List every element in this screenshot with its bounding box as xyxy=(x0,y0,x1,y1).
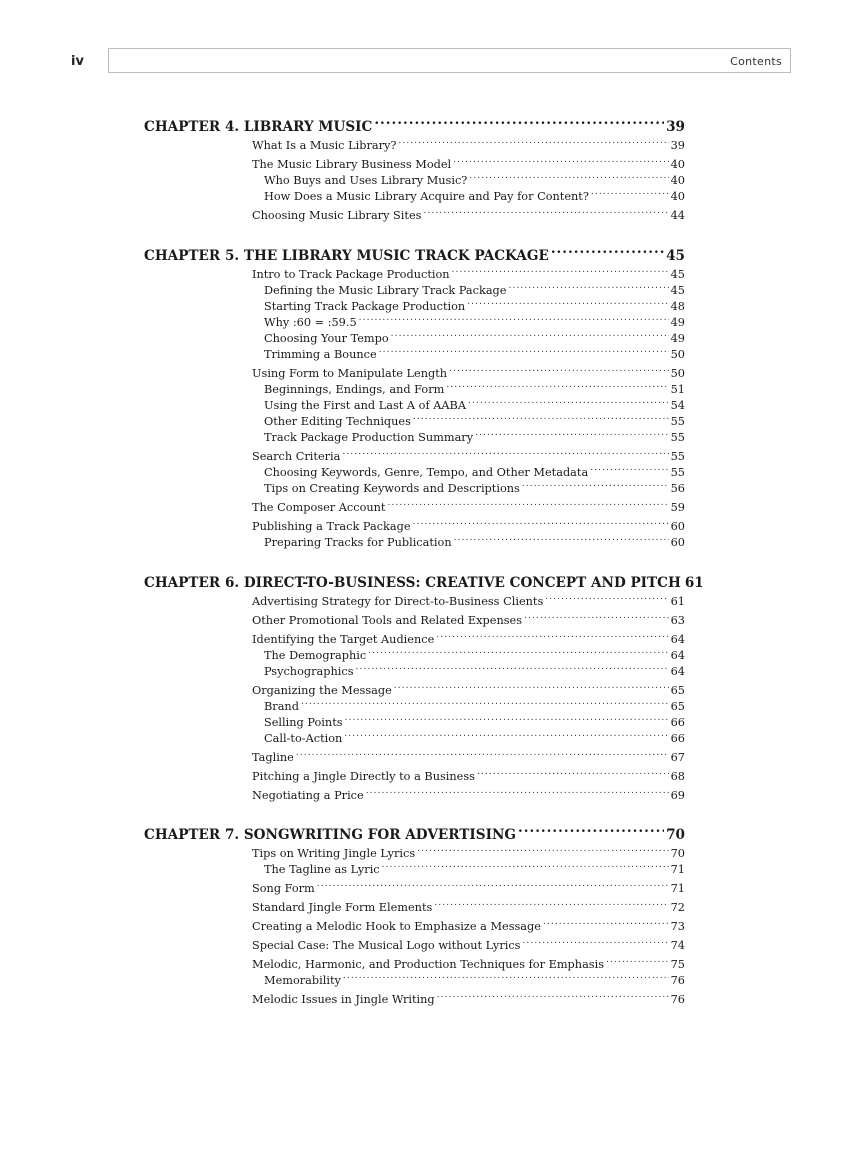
leader-dots xyxy=(374,117,664,131)
page-number: iv xyxy=(71,54,84,69)
toc-entry[interactable] xyxy=(252,900,685,916)
chapter-title: CHAPTER 4. LIBRARY MUSIC xyxy=(144,119,373,135)
leader-dots xyxy=(394,683,669,694)
entry-title: Standard Jingle Form Elements xyxy=(252,901,433,915)
chapter-title: CHAPTER 6. DIRECT-TO-BUSINESS: CREATIVE CONCEPT AND PITCH xyxy=(144,575,681,591)
leader-dots xyxy=(345,715,669,726)
entry-page-number: 50 xyxy=(670,348,685,362)
entry-page-number: 55 xyxy=(670,450,685,464)
entry-title: Using the First and Last A of AABA xyxy=(264,399,466,413)
running-header xyxy=(108,48,791,73)
leader-dots xyxy=(434,900,668,911)
leader-dots xyxy=(454,535,669,546)
entry-title: The Tagline as Lyric xyxy=(264,863,380,877)
chapter-title: CHAPTER 7. SONGWRITING FOR ADVERTISING xyxy=(144,827,516,843)
chapter-heading[interactable] xyxy=(144,824,685,846)
entry-page-number: 55 xyxy=(670,431,685,445)
leader-dots xyxy=(387,500,668,511)
entry-page-number: 64 xyxy=(670,665,685,679)
toc-entry[interactable] xyxy=(252,881,685,897)
leader-dots xyxy=(475,430,669,441)
entry-page-number: 50 xyxy=(670,367,685,381)
leader-dots xyxy=(591,189,669,200)
leader-dots xyxy=(518,825,664,839)
leader-dots xyxy=(366,788,669,799)
entry-title: Negotiating a Price xyxy=(252,789,364,803)
entry-title: Other Promotional Tools and Related Expenses xyxy=(252,614,523,628)
leader-dots xyxy=(359,315,669,326)
toc-entry[interactable] xyxy=(252,138,685,154)
entry-page-number: 65 xyxy=(670,684,685,698)
entry-title: The Composer Account xyxy=(252,501,386,515)
entry-title: Publishing a Track Package xyxy=(252,520,411,534)
leader-dots xyxy=(423,208,668,219)
entry-page-number: 73 xyxy=(670,920,685,934)
toc-chapter xyxy=(144,116,685,224)
entry-title: Tips on Creating Keywords and Descriptions xyxy=(264,482,520,496)
leader-dots xyxy=(437,992,669,1003)
entry-page-number: 65 xyxy=(670,700,685,714)
entry-title: Creating a Melodic Hook to Emphasize a Message xyxy=(252,920,541,934)
toc-entry[interactable] xyxy=(252,919,685,935)
entry-page-number: 59 xyxy=(670,501,685,515)
entry-title: How Does a Music Library Acquire and Pay for Content? xyxy=(264,190,589,204)
entry-title: Choosing Keywords, Genre, Tempo, and Other Metadata xyxy=(264,466,589,480)
toc-entry[interactable] xyxy=(252,683,685,699)
entry-title: Preparing Tracks for Publication xyxy=(264,536,452,550)
toc-subentry[interactable] xyxy=(264,331,685,347)
leader-dots xyxy=(296,750,669,761)
leader-dots xyxy=(301,699,669,710)
entry-title: What Is a Music Library? xyxy=(252,139,397,153)
entry-title: Track Package Production Summary xyxy=(264,431,474,445)
entry-page-number: 63 xyxy=(670,614,685,628)
entry-title: Identifying the Target Audience xyxy=(252,633,435,647)
toc-subentry[interactable] xyxy=(264,299,685,315)
toc-entry[interactable] xyxy=(252,519,685,535)
entry-title: Selling Points xyxy=(264,716,343,730)
chapter-title: CHAPTER 5. THE LIBRARY MUSIC TRACK PACKAGE xyxy=(144,248,549,264)
entry-page-number: 68 xyxy=(670,770,685,784)
leader-dots xyxy=(436,632,668,643)
entry-page-number: 67 xyxy=(670,751,685,765)
entry-title: The Demographic xyxy=(264,649,367,663)
chapter-heading[interactable] xyxy=(144,245,685,267)
entry-page-number: 76 xyxy=(670,993,685,1007)
toc-subentry[interactable] xyxy=(264,173,685,189)
entry-title: The Music Library Business Model xyxy=(252,158,452,172)
chapter-heading[interactable] xyxy=(144,572,704,594)
entry-title: Pitching a Jingle Directly to a Business xyxy=(252,770,475,784)
leader-dots xyxy=(317,881,669,892)
entry-title: Tagline xyxy=(252,751,294,765)
entry-page-number: 44 xyxy=(670,209,685,223)
entry-page-number: 71 xyxy=(670,863,685,877)
entry-page-number: 55 xyxy=(670,415,685,429)
leader-dots xyxy=(467,299,668,310)
chapter-page-number: 70 xyxy=(666,827,685,843)
toc-entry[interactable] xyxy=(252,846,685,862)
toc-subentry[interactable] xyxy=(264,315,685,331)
entry-page-number: 61 xyxy=(670,595,685,609)
leader-dots xyxy=(368,648,668,659)
entry-page-number: 66 xyxy=(670,716,685,730)
toc-entry[interactable] xyxy=(252,613,685,629)
entry-page-number: 69 xyxy=(670,789,685,803)
toc-entry[interactable] xyxy=(252,957,685,973)
toc-subentry[interactable] xyxy=(264,862,685,878)
entry-title: Organizing the Message xyxy=(252,684,392,698)
leader-dots xyxy=(522,938,668,949)
entry-title: Special Case: The Musical Logo without Lyrics xyxy=(252,939,521,953)
toc-chapter xyxy=(144,245,685,551)
leader-dots xyxy=(551,246,664,260)
entry-page-number: 45 xyxy=(670,284,685,298)
leader-dots xyxy=(508,283,668,294)
entry-title: Tips on Writing Jingle Lyrics xyxy=(252,847,416,861)
entry-page-number: 40 xyxy=(670,190,685,204)
toc-entry[interactable] xyxy=(252,992,685,1008)
entry-title: Who Buys and Uses Library Music? xyxy=(264,174,468,188)
leader-dots xyxy=(417,846,668,857)
entry-title: Psychographics xyxy=(264,665,354,679)
leader-dots xyxy=(343,973,669,984)
toc-chapter xyxy=(144,824,685,1008)
entry-title: Brand xyxy=(264,700,299,714)
entry-title: Choosing Your Tempo xyxy=(264,332,389,346)
toc-subentry[interactable] xyxy=(264,648,685,664)
leader-dots xyxy=(453,157,668,168)
leader-dots xyxy=(398,138,668,149)
entry-page-number: 74 xyxy=(670,939,685,953)
toc-subentry[interactable] xyxy=(264,465,685,481)
toc-entry[interactable] xyxy=(252,157,685,173)
entry-title: Trimming a Bounce xyxy=(264,348,377,362)
entry-page-number: 40 xyxy=(670,174,685,188)
entry-title: Using Form to Manipulate Length xyxy=(252,367,448,381)
table-of-contents xyxy=(144,116,704,1029)
toc-subentry[interactable] xyxy=(264,283,685,299)
chapter-page-number: 61 xyxy=(684,575,704,591)
leader-dots xyxy=(413,519,669,530)
toc-subentry[interactable] xyxy=(264,664,685,680)
entry-page-number: 49 xyxy=(670,316,685,330)
leader-dots xyxy=(344,731,668,742)
entry-title: Starting Track Package Production xyxy=(264,300,466,314)
toc-entry[interactable] xyxy=(252,366,685,382)
toc-entry[interactable] xyxy=(252,938,685,954)
toc-entry[interactable] xyxy=(252,632,685,648)
toc-subentry[interactable] xyxy=(264,398,685,414)
leader-dots xyxy=(413,414,669,425)
entry-title: Defining the Music Library Track Package xyxy=(264,284,507,298)
entry-page-number: 45 xyxy=(670,268,685,282)
entry-title: Why :60 = :59.5 xyxy=(264,316,357,330)
toc-subentry[interactable] xyxy=(264,973,685,989)
leader-dots xyxy=(606,957,669,968)
entry-page-number: 71 xyxy=(670,882,685,896)
entry-page-number: 64 xyxy=(670,633,685,647)
entry-page-number: 75 xyxy=(670,958,685,972)
toc-subentry[interactable] xyxy=(264,715,685,731)
toc-entry[interactable] xyxy=(252,769,685,785)
leader-dots xyxy=(477,769,669,780)
entry-title: Memorability xyxy=(264,974,341,988)
leader-dots xyxy=(590,465,668,476)
toc-subentry[interactable] xyxy=(264,189,685,205)
entry-page-number: 55 xyxy=(670,466,685,480)
entry-page-number: 76 xyxy=(670,974,685,988)
entry-title: Search Criteria xyxy=(252,450,341,464)
leader-dots xyxy=(449,366,669,377)
chapter-heading[interactable] xyxy=(144,116,685,138)
toc-entry[interactable] xyxy=(252,750,685,766)
entry-page-number: 39 xyxy=(670,139,685,153)
entry-page-number: 70 xyxy=(670,847,685,861)
toc-subentry[interactable] xyxy=(264,481,685,497)
entry-page-number: 48 xyxy=(670,300,685,314)
entry-page-number: 40 xyxy=(670,158,685,172)
entry-page-number: 60 xyxy=(670,520,685,534)
leader-dots xyxy=(469,173,668,184)
toc-entry[interactable] xyxy=(252,449,685,465)
toc-subentry[interactable] xyxy=(264,430,685,446)
entry-page-number: 66 xyxy=(670,732,685,746)
toc-subentry[interactable] xyxy=(264,382,685,398)
entry-page-number: 72 xyxy=(670,901,685,915)
toc-entry[interactable] xyxy=(252,594,685,610)
entry-page-number: 49 xyxy=(670,332,685,346)
toc-entry[interactable] xyxy=(252,500,685,516)
entry-title: Beginnings, Endings, and Form xyxy=(264,383,445,397)
leader-dots xyxy=(452,267,669,278)
leader-dots xyxy=(391,331,669,342)
entry-page-number: 54 xyxy=(670,399,685,413)
entry-title: Melodic, Harmonic, and Production Techniques for Emphasis xyxy=(252,958,605,972)
entry-page-number: 64 xyxy=(670,649,685,663)
leader-dots xyxy=(468,398,669,409)
entry-title: Advertising Strategy for Direct-to-Business Clients xyxy=(252,595,544,609)
leader-dots xyxy=(446,382,668,393)
toc-entry[interactable] xyxy=(252,208,685,224)
leader-dots xyxy=(545,594,668,605)
running-header-title: Contents xyxy=(730,55,782,68)
toc-entry[interactable] xyxy=(252,267,685,283)
leader-dots xyxy=(342,449,668,460)
entry-page-number: 56 xyxy=(670,482,685,496)
entry-page-number: 60 xyxy=(670,536,685,550)
toc-subentry[interactable] xyxy=(264,347,685,363)
leader-dots xyxy=(524,613,669,624)
toc-subentry[interactable] xyxy=(264,699,685,715)
entry-title: Call-to-Action xyxy=(264,732,343,746)
leader-dots xyxy=(379,347,669,358)
entry-title: Song Form xyxy=(252,882,315,896)
entry-title: Other Editing Techniques xyxy=(264,415,411,429)
toc-subentry[interactable] xyxy=(264,535,685,551)
toc-subentry[interactable] xyxy=(264,414,685,430)
toc-subentry[interactable] xyxy=(264,731,685,747)
entry-title: Choosing Music Library Sites xyxy=(252,209,422,223)
chapter-page-number: 45 xyxy=(666,248,685,264)
leader-dots xyxy=(382,862,669,873)
toc-chapter xyxy=(144,572,704,804)
chapter-page-number: 39 xyxy=(666,119,685,135)
entry-title: Intro to Track Package Production xyxy=(252,268,450,282)
entry-page-number: 51 xyxy=(670,383,685,397)
entry-title: Melodic Issues in Jingle Writing xyxy=(252,993,435,1007)
leader-dots xyxy=(356,664,669,675)
toc-entry[interactable] xyxy=(252,788,685,804)
leader-dots xyxy=(522,481,669,492)
leader-dots xyxy=(543,919,669,930)
